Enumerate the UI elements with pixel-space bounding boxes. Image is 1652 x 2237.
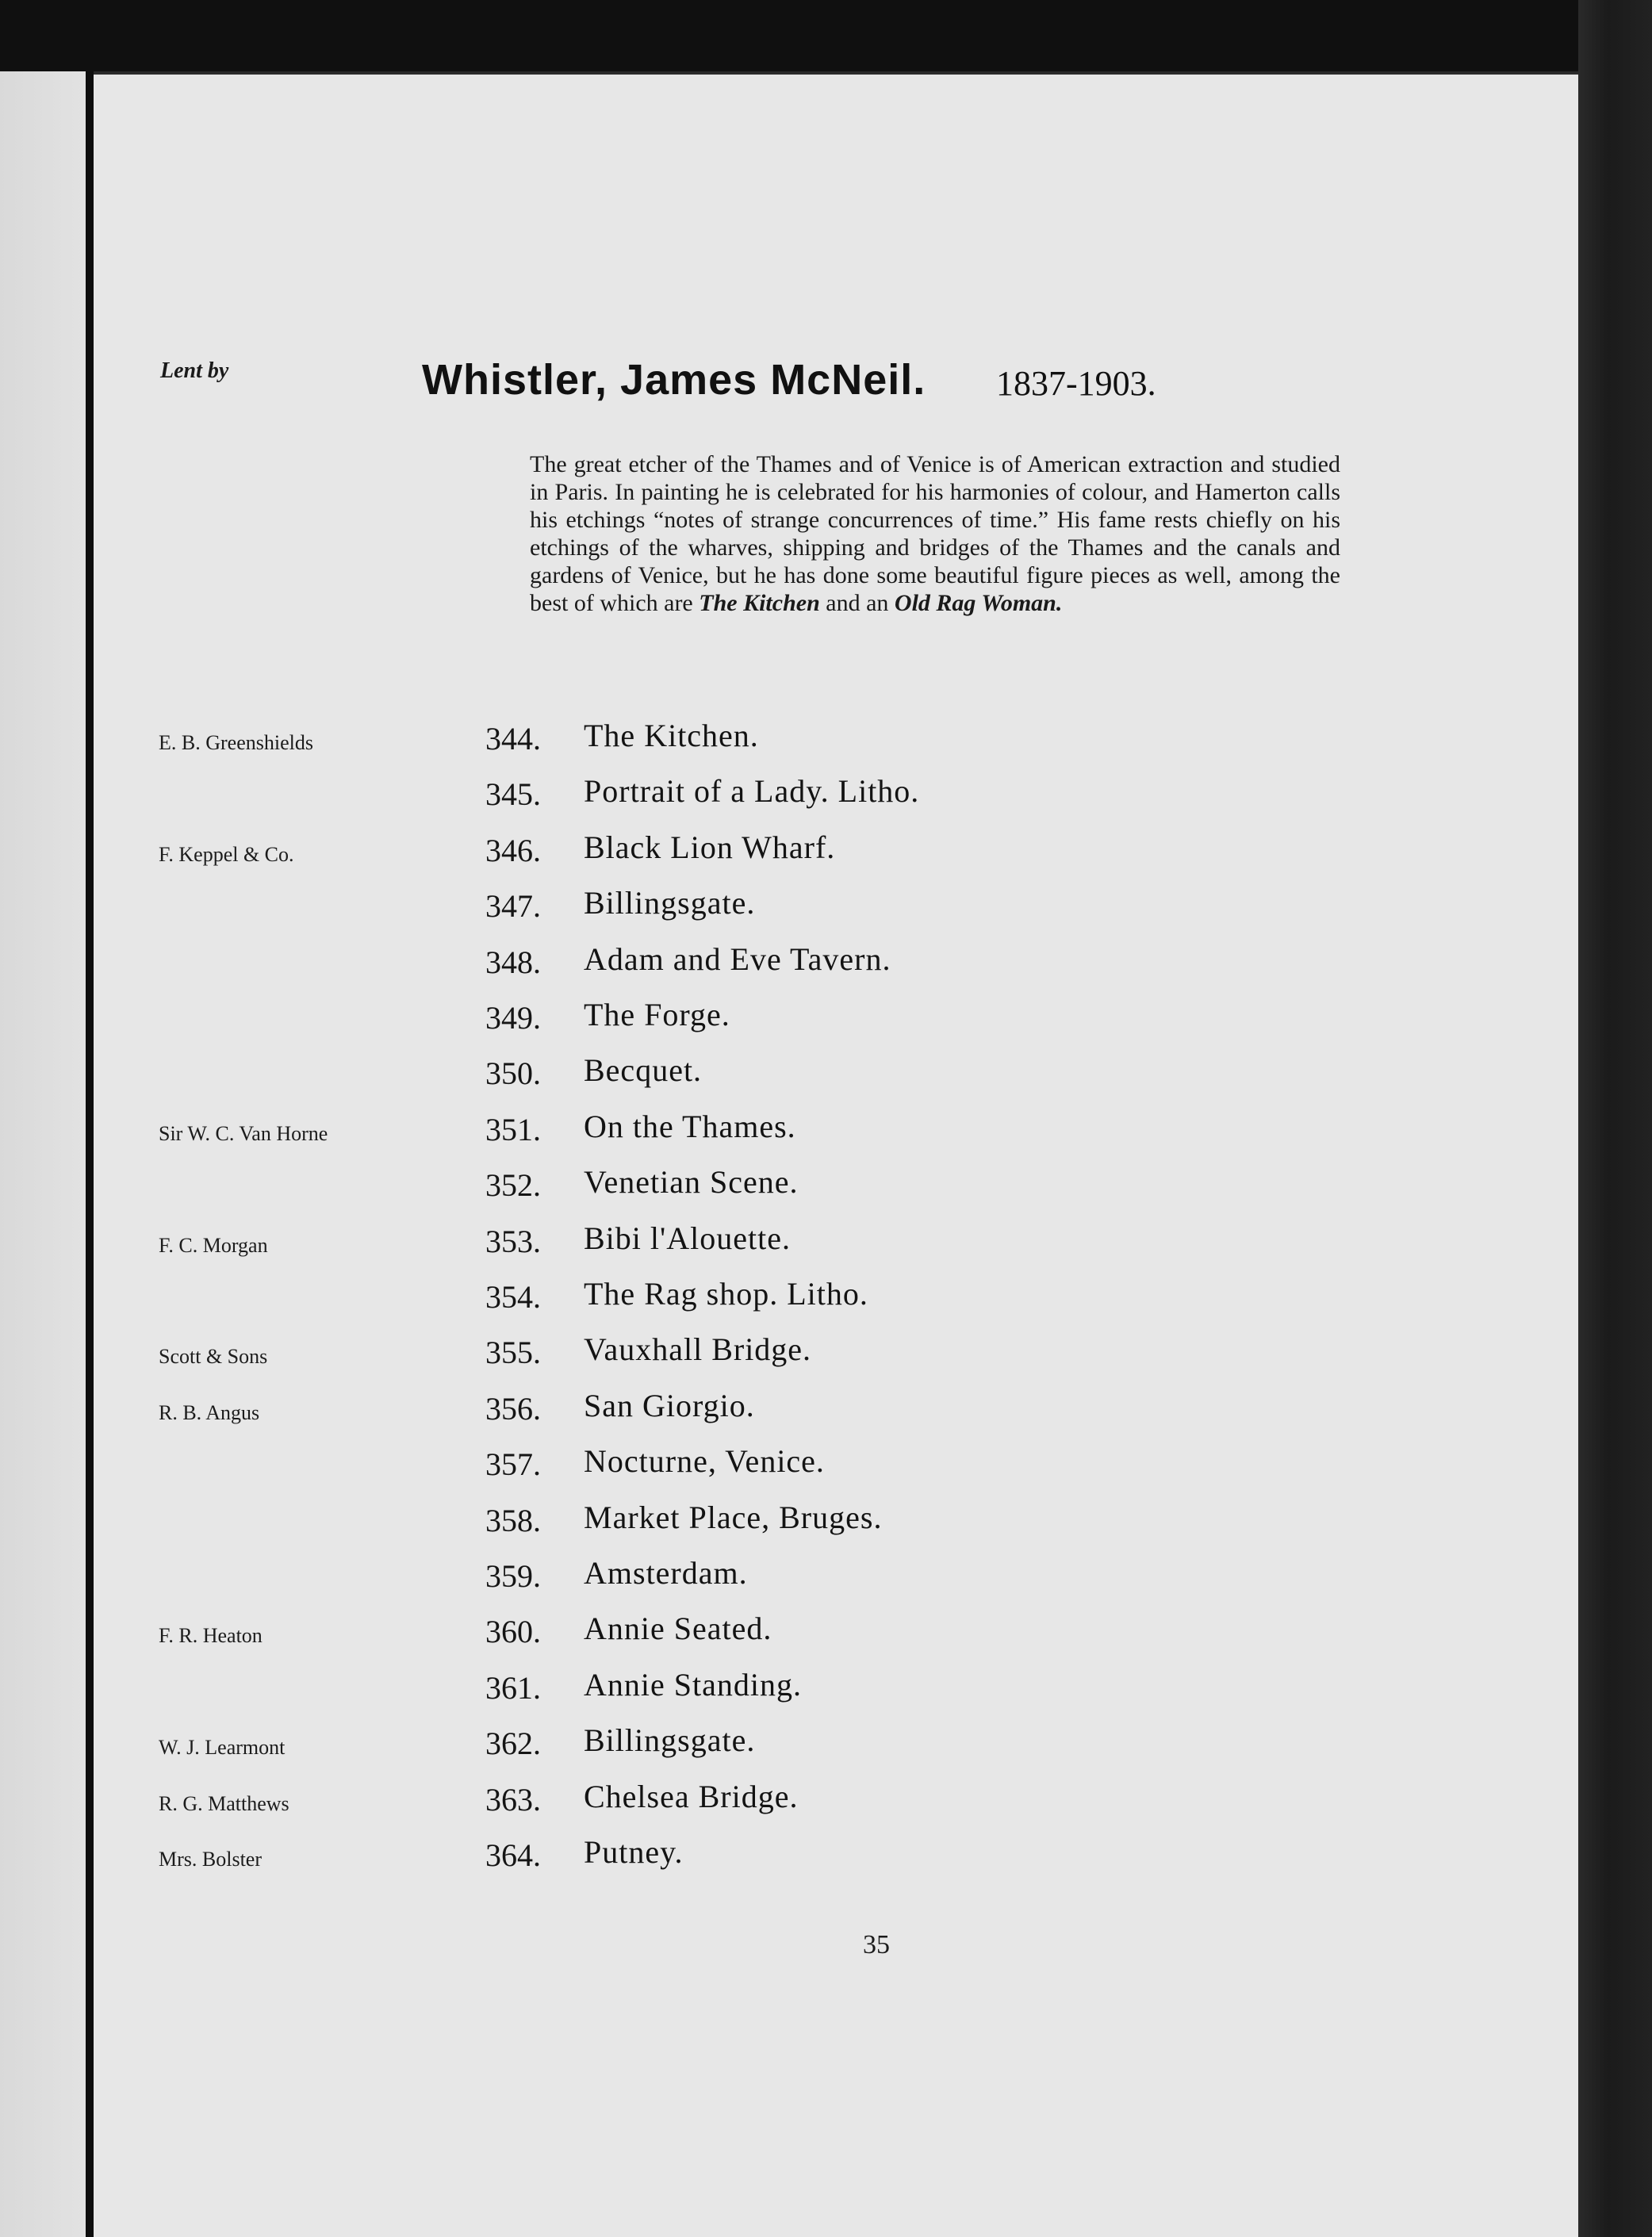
lender-name: Sir W. C. Van Horne [159,1121,328,1145]
catalogue-entry [0,1105,1578,1160]
catalogue-entry [0,714,1578,769]
lender-name: F. C. Morgan [159,1233,268,1257]
entry-title: On the Thames. [584,1108,796,1144]
entry-title: Chelsea Bridge. [584,1778,799,1814]
entry-title: The Rag shop. Litho. [584,1276,868,1312]
catalogue-entry [0,1551,1578,1607]
catalogue-entry [0,1327,1578,1383]
catalogue-entry [0,1272,1578,1327]
entry-number: 355. [485,1335,541,1371]
entry-number: 359. [485,1558,541,1594]
entry-title: San Giorgio. [584,1387,755,1423]
catalogue-entry [0,881,1578,937]
entry-number: 357. [485,1446,541,1483]
entry-title: Putney. [584,1834,684,1870]
entry-number: 364. [485,1837,541,1873]
catalogue-entry [0,1439,1578,1495]
catalogue-entry [0,1830,1578,1886]
entry-title: Market Place, Bruges. [584,1499,883,1535]
entry-title: Billingsgate. [584,1722,756,1759]
scan-border-top [0,0,1652,71]
description-italic-title: Old Rag Woman. [894,590,1063,616]
entry-title: Annie Seated. [584,1611,772,1647]
lender-name: Mrs. Bolster [159,1848,262,1871]
entry-number: 358. [485,1502,541,1538]
entry-number: 345. [485,776,541,813]
catalogue-entry [0,1775,1578,1830]
catalogue-entry [0,1496,1578,1551]
lender-name: Scott & Sons [159,1345,268,1369]
entry-number: 354. [485,1279,541,1315]
description-text: The great etcher of the Thames and of Venice is of American extraction and studied in Paris. In painting he is celebrated for his harmonies of colour, and Hamerton calls his etchings “notes of strange concurrences of time.” His fame rests chiefly on his etchings of the wharves, shipping and bridges of the Thames and the canals and gardens of Venice, but he has done some beautiful figure pieces as well, among the best of which are [530,451,1340,616]
entry-number: 363. [485,1781,541,1818]
entry-title: Billingsgate. [584,885,756,921]
entry-number: 352. [485,1167,541,1204]
lender-name: F. R. Heaton [159,1624,263,1648]
lender-name: W. J. Learmont [159,1736,286,1760]
entry-number: 344. [485,721,541,757]
entry-title: The Kitchen. [584,718,759,753]
entry-title: Adam and Eve Tavern. [584,940,891,977]
entry-number: 346. [485,832,541,868]
lender-name: R. G. Matthews [159,1791,289,1815]
description-text: and an [826,590,889,616]
entry-number: 361. [485,1669,541,1706]
entry-title: Venetian Scene. [584,1164,799,1201]
entry-number: 351. [485,1111,541,1147]
scan-border-right [1578,0,1652,2237]
entry-title: Becquet. [584,1052,703,1089]
artist-description [530,450,1340,617]
entry-title: Vauxhall Bridge. [584,1331,812,1368]
catalogue-entry [0,825,1578,881]
entry-title: Black Lion Wharf. [584,829,836,865]
catalogue-entry [0,1216,1578,1272]
catalogue-entry [0,1160,1578,1216]
artist-heading: Whistler, James McNeil. [422,356,926,404]
description-italic-title: The Kitchen [699,590,820,616]
entry-number: 348. [485,944,541,980]
lender-name: R. B. Angus [159,1400,260,1424]
entry-number: 350. [485,1055,541,1092]
catalogue-entry [0,937,1578,993]
entry-number: 360. [485,1614,541,1650]
entry-title: Annie Standing. [584,1666,802,1703]
entry-number: 356. [485,1390,541,1427]
entry-number: 353. [485,1223,541,1259]
lent-by-label: Lent by [160,358,229,383]
entry-title: Amsterdam. [584,1555,748,1591]
catalogue-entry [0,1384,1578,1439]
catalogue-entry [0,1048,1578,1104]
entry-title: The Forge. [584,997,730,1032]
entry-title: Portrait of a Lady. Litho. [584,773,920,810]
catalogue-entry [0,1718,1578,1774]
catalogue-entry [0,993,1578,1048]
catalogue-entry [0,769,1578,825]
entry-number: 347. [485,888,541,925]
entry-number: 349. [485,1000,541,1036]
page-number: 35 [863,1930,890,1959]
entry-title: Nocturne, Venice. [584,1443,825,1480]
lender-name: F. Keppel & Co. [159,842,294,866]
catalogue-entry [0,1607,1578,1662]
entry-title: Bibi l'Alouette. [584,1220,791,1256]
entry-number: 362. [485,1726,541,1762]
artist-dates: 1837-1903. [996,364,1156,403]
catalogue-entry [0,1663,1578,1718]
lender-name: E. B. Greenshields [159,731,313,754]
page-top-edge [94,71,1578,75]
